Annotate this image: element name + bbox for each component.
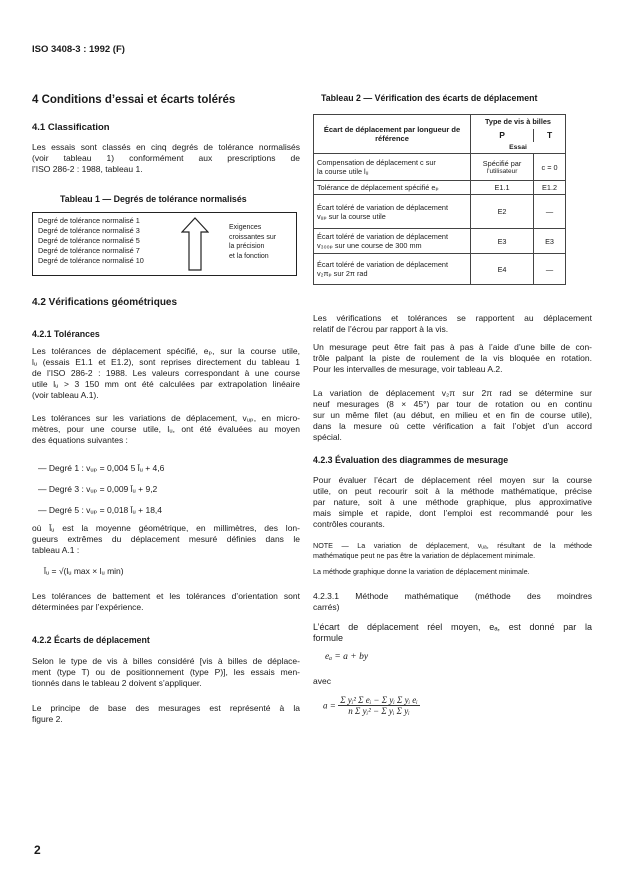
text-line: (voir tableau 1) conformément aux prescriptions de <box>32 153 300 163</box>
formula-ea: eₐ = a + by <box>325 652 369 662</box>
evaluation-paragraph <box>313 475 592 530</box>
formula-a <box>323 695 420 716</box>
page-number: 2 <box>34 843 41 857</box>
text-line: sur un même filet (au début, en milieu et en fin de course utile), <box>313 410 592 420</box>
text-line: utile lᵤ > 3 150 mm ont été calculées par extrapolation linéaire <box>32 379 300 389</box>
text-line: tableau A.1 : <box>32 545 80 555</box>
text-line: utile, on peut recourir soit à la méthode mathématique, précise <box>313 486 592 496</box>
section-4-1-paragraph <box>32 142 300 175</box>
text-line: dans la mesure où cette vérification a fait l’objet d’un accord <box>313 421 592 431</box>
text-line: Les tolérances de déplacement spécifié, eₚ, sur la course utile, <box>32 346 300 356</box>
tolerances-paragraph-1 <box>32 346 300 401</box>
text-line: spécial. <box>313 432 342 442</box>
table-1-note <box>229 223 276 261</box>
document-header: ISO 3408-3 : 1992 (F) <box>32 44 125 55</box>
text-line: figure 2. <box>32 714 63 724</box>
verification-paragraph <box>313 313 592 335</box>
text-line: Degré de tolérance normalisé 3 <box>38 226 140 235</box>
table-2-col-p: P <box>471 129 534 142</box>
cell-t: — <box>534 195 566 229</box>
table-2-col-header: Écart de déplacement par longueur de référence <box>314 115 471 154</box>
section-4-1-heading: 4.1 Classification <box>32 122 110 133</box>
cell-t: c = 0 <box>534 154 566 181</box>
cell-p: E2 <box>471 195 534 229</box>
formula-a-lhs: a = <box>323 700 336 711</box>
table-row <box>314 254 566 285</box>
tolerances-paragraph-3 <box>32 523 300 556</box>
variation-paragraph <box>313 388 592 443</box>
text-line: lᵤ (essais E1.1 et E1.2), sont reprises directement du tableau 1 <box>32 357 300 367</box>
text-line: mathématique peut ne pas être la variation de déplacement minimale. <box>313 551 536 560</box>
table-2 <box>313 114 566 285</box>
text-line: Les tolérances sur les variations de déplacement, vᵤₚ, en micro- <box>32 413 300 423</box>
text-line: — Degré 3 : vᵤₚ = 0,009 l̄ᵤ + 9,2 <box>38 484 158 494</box>
deviation-paragraph-2 <box>32 703 300 725</box>
section-4-2-2-heading: 4.2.2 Écarts de déplacement <box>32 635 150 645</box>
section-4-2-3-heading: 4.2.3 Évaluation des diagrammes de mesurage <box>313 455 509 465</box>
cell-t: — <box>534 254 566 285</box>
table-row <box>314 154 566 181</box>
row-label: Tolérance de déplacement spécifié eₚ <box>314 181 471 195</box>
text-line: — Degré 1 : vᵤₚ = 0,004 5 l̄ᵤ + 4,6 <box>38 463 165 473</box>
text-line: Degré de tolérance normalisé 10 <box>38 256 144 265</box>
table-2-type-header: Type de vis à billes <box>471 115 566 129</box>
cell-p: Spécifié par <box>482 159 522 168</box>
text-line: Degré de tolérance normalisé 1 <box>38 216 140 225</box>
up-arrow-icon <box>181 217 209 271</box>
row-label-2: vᵤₚ sur la course utile <box>317 211 386 221</box>
section-4-2-3-1-heading <box>313 591 592 613</box>
text-line: des équations suivantes : <box>32 435 128 445</box>
text-line: La méthode graphique donne la variation de déplacement minimale. <box>313 567 530 576</box>
tolerances-paragraph-2 <box>32 413 300 446</box>
text-line: contrôles courants. <box>313 519 385 529</box>
table-2-essai: Essai <box>471 142 566 154</box>
table-1 <box>32 212 297 276</box>
table-2-title: Tableau 2 — Vérification des écarts de déplacement <box>321 93 538 103</box>
text-line: Pour les intervalles de mesurage, voir tableau A.2. <box>313 364 503 374</box>
section-4-2-heading: 4.2 Vérifications géométriques <box>32 297 178 308</box>
row-label-2: la course utile lᵤ <box>317 167 369 176</box>
text-line: trôle palpant la piste de roulement de la vis bloquée en rotation. <box>313 353 592 363</box>
text-line: L’écart de déplacement réel moyen, eₐ, est donné par la <box>313 622 592 632</box>
text-line: Les essais sont classés en cinq degrés de tolérance normalisés <box>32 142 300 152</box>
row-label: Compensation de déplacement c sur <box>317 158 436 167</box>
text-line: Degré de tolérance normalisé 5 <box>38 236 140 245</box>
text-line: Un mesurage peut être fait pas à pas à l’aide d’une bille de con- <box>313 342 592 352</box>
table-1-title: Tableau 1 — Degrés de tolérance normalisés <box>60 194 247 204</box>
text-line: où l̄ᵤ est la moyenne géométrique, en millimètres, des lon- <box>32 523 300 533</box>
text-line: et la fonction <box>229 252 269 260</box>
mean-deviation-paragraph <box>313 622 592 644</box>
table-row <box>314 195 566 229</box>
text-line: mais simple et rapide, dont l’emploi est recommandé pour les <box>313 508 592 518</box>
text-line: Les vérifications et tolérances se rapportent au déplacement <box>313 313 592 323</box>
cell-t: E1.2 <box>534 181 566 195</box>
text-line: Le principe de base des mesurages est représenté à la <box>32 703 300 713</box>
row-label-2: v₃₀₀ₚ sur une course de 300 mm <box>317 241 422 250</box>
tolerance-equations <box>38 458 164 521</box>
section-4-2-1-heading: 4.2.1 Tolérances <box>32 329 100 339</box>
note-paragraph <box>313 541 592 561</box>
text-line: déterminées par l’expérience. <box>32 602 144 612</box>
text-line: — Degré 5 : vᵤₚ = 0,018 l̄ᵤ + 18,4 <box>38 505 163 515</box>
text-line: Degré de tolérance normalisé 7 <box>38 246 140 255</box>
deviation-paragraph-1 <box>32 656 300 689</box>
formula-a-denominator: n Σ yᵢ² − Σ yᵢ Σ yᵢ <box>348 706 410 716</box>
cell-p-2: l’utilisateur <box>486 168 518 175</box>
geometric-mean-formula: l̄ᵤ = √(lᵤ max × lᵤ min) <box>44 566 124 576</box>
text-line: NOTE — La variation de déplacement, vᵤₐ, résultant de la méthode <box>313 541 592 550</box>
text-line: tionnés dans le tableau 2 doivent s’appliquer. <box>32 678 202 688</box>
text-line: gueurs extrêmes du déplacement mesuré définies dans le <box>32 534 300 544</box>
cell-p: E3 <box>471 229 534 254</box>
text-line: relatif de l’écrou par rapport à la vis. <box>313 324 449 334</box>
formula-a-numerator: Σ yᵢ² Σ eᵢ − Σ yᵢ Σ yᵢ eᵢ <box>340 695 418 705</box>
row-label: Écart toléré de variation de déplacement <box>317 202 449 212</box>
measurement-paragraph <box>313 342 592 375</box>
text-line: de l’ISO 286-2 : 1988. Les valeurs correspondant à une course <box>32 368 300 378</box>
text-line: par nature, soit à une méthode graphique, plus approximative <box>313 497 592 507</box>
cell-p: E4 <box>471 254 534 285</box>
text-line: (voir tableau A.1). <box>32 390 99 400</box>
text-line: Selon le type de vis à billes considéré [vis à billes de déplace- <box>32 656 300 666</box>
text-line: croissantes sur <box>229 233 277 241</box>
table-row <box>314 229 566 254</box>
tolerances-paragraph-4 <box>32 591 300 613</box>
section-4-heading: 4 Conditions d’essai et écarts tolérés <box>32 94 236 106</box>
text-line: l’ISO 286-2 : 1988, tableau 1. <box>32 164 143 174</box>
table-1-rows <box>38 216 144 266</box>
text-line: la précision <box>229 243 265 250</box>
table-row <box>314 181 566 195</box>
text-line: Exigences <box>229 224 262 231</box>
row-label: Écart toléré de variation de déplacement <box>317 232 449 241</box>
text-line: formule <box>313 633 344 643</box>
graphic-method-note <box>313 567 592 577</box>
text-line: La variation de déplacement v₂π sur 2π rad se détermine sur <box>313 388 592 398</box>
text-line: Les tolérances de battement et les tolérances d’orientation sont <box>32 591 300 601</box>
text-line: mètres, pour une course utile, lᵤ, ont été évaluées au moyen <box>32 424 300 434</box>
text-line: carrés) <box>313 602 340 612</box>
text-line: Pour évaluer l’écart de déplacement réel moyen sur la course <box>313 475 592 485</box>
text-line: neuf mesurages (8 × 45°) par tour de rotation ou en continu <box>313 399 592 409</box>
row-label: Écart toléré de variation de déplacement <box>317 260 449 269</box>
cell-t: E3 <box>534 229 566 254</box>
cell-p: E1.1 <box>471 181 534 195</box>
text-line: 4.2.3.1 Méthode mathématique (méthode des moindres <box>313 591 592 601</box>
avec-label: avec <box>313 676 331 686</box>
text-line: ment (type T) ou de positionnement (type P)], les essais men- <box>32 667 300 677</box>
table-2-col-t: T <box>534 129 566 142</box>
row-label-2: v₂πₚ sur 2π rad <box>317 269 368 278</box>
